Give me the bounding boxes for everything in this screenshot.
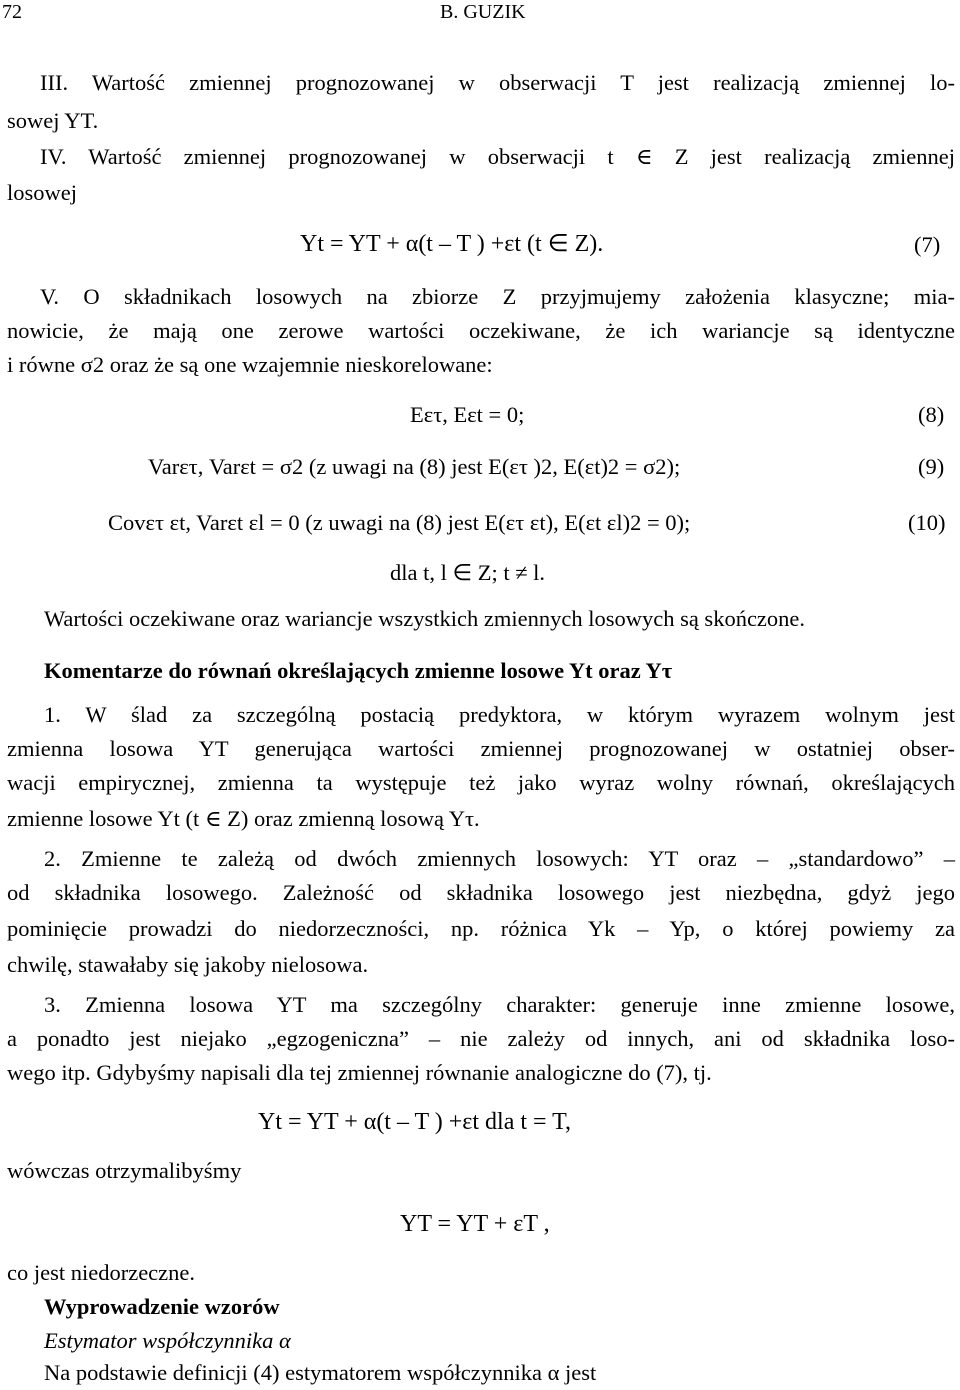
equation-9: Varετ, Varεt = σ2 (z uwagi na (8) jest E(ετ )2, E(εt)2 = σ2); <box>148 454 681 479</box>
section-heading-comments: Komentarze do równań określających zmienne losowe Yt oraz Yτ <box>44 658 673 683</box>
paragraph-iv-line-2: losowej <box>7 180 77 205</box>
comment-2-line-2: od składnika losowego. Zależność od składnika losowego jest niezbędna, gdyż jego <box>7 880 955 905</box>
comment-2-line-1: 2. Zmienne te zależą od dwóch zmiennych losowych: YT oraz – „standardowo” – <box>44 846 955 871</box>
page-number: 72 <box>2 1 22 23</box>
paragraph-iii-line-2: sowej YT. <box>7 108 99 133</box>
equation-8: Eετ, Eεt = 0; <box>410 402 525 427</box>
paragraph-v-line-2: nowicie, że mają one zerowe wartości oczekiwane, że ich wariancje są identyczne <box>7 318 955 343</box>
equation-11: Yt = YT + α(t – T ) +εt dla t = T, <box>258 1109 572 1135</box>
equation-12: YT = YT + εT , <box>400 1211 550 1237</box>
equation-10-number: (10) <box>908 510 946 535</box>
comment-1-line-1: 1. W ślad za szczególną postacią predyktora, w którym wyrazem wolnym jest <box>44 702 955 727</box>
comment-1-line-3: wacji empirycznej, zmienna ta występuje też jako wyraz wolny równań, określających <box>7 770 955 795</box>
comment-3-line-1: 3. Zmienna losowa YT ma szczególny charakter: generuje inne zmienne losowe, <box>44 992 955 1017</box>
paragraph-iv-line-1: IV. Wartość zmiennej prognozowanej w obserwacji t ∈ Z jest realizacją zmiennej <box>40 144 955 169</box>
running-title-text: B. GUZIK <box>440 1 526 23</box>
comment-3-line-3: wego itp. Gdybyśmy napisali dla tej zmiennej równanie analogiczne do (7), tj. <box>7 1060 712 1085</box>
text-then-we-get: wówczas otrzymalibyśmy <box>7 1158 242 1183</box>
section-heading-derivation: Wyprowadzenie wzorów <box>44 1294 280 1319</box>
subheading-estimator: Estymator współczynnika α <box>44 1328 291 1353</box>
finiteness-statement: Wartości oczekiwane oraz wariancje wszystkich zmiennych losowych są skończone. <box>44 606 806 631</box>
running-title <box>440 2 526 22</box>
comment-1-line-2: zmienna losowa YT generująca wartości zmiennej prognozowanej w ostatniej obser- <box>7 736 955 761</box>
equation-10: Covετ εt, Varεt εl = 0 (z uwagi na (8) jest E(ετ εt), E(εt εl)2 = 0); <box>108 510 691 535</box>
comment-3-line-2: a ponadto jest niejako „egzogeniczna” – nie zależy od innych, ani od składnika loso- <box>7 1026 955 1051</box>
equation-9-number: (9) <box>918 454 945 479</box>
equation-7: Yt = YT + α(t – T ) +εt (t ∈ Z). <box>300 231 604 257</box>
comment-2-line-4: chwilę, stawałaby się jakoby nielosowa. <box>7 952 369 977</box>
equation-8-number: (8) <box>918 402 945 427</box>
text-absurd: co jest niedorzeczne. <box>7 1260 196 1285</box>
equation-condition: dla t, l ∈ Z; t ≠ l. <box>390 560 546 585</box>
paragraph-v-line-3: i równe σ2 oraz że są one wzajemnie nieskorelowane: <box>7 352 493 377</box>
comment-1-line-4: zmienne losowe Yt (t ∈ Z) oraz zmienną losową Yτ. <box>7 806 480 831</box>
paragraph-iii-line-1: III. Wartość zmiennej prognozowanej w obserwacji T jest realizacją zmiennej lo- <box>40 70 955 95</box>
comment-2-line-3: pominięcie prowadzi do niedorzeczności, np. różnica Yk – Yp, o której powiemy za <box>7 916 955 941</box>
paragraph-v-line-1: V. O składnikach losowych na zbiorze Z przyjmujemy założenia klasyczne; mia- <box>40 284 955 309</box>
paragraph-last-line: Na podstawie definicji (4) estymatorem współczynnika α jest <box>44 1360 597 1385</box>
equation-7-number: (7) <box>914 232 941 257</box>
